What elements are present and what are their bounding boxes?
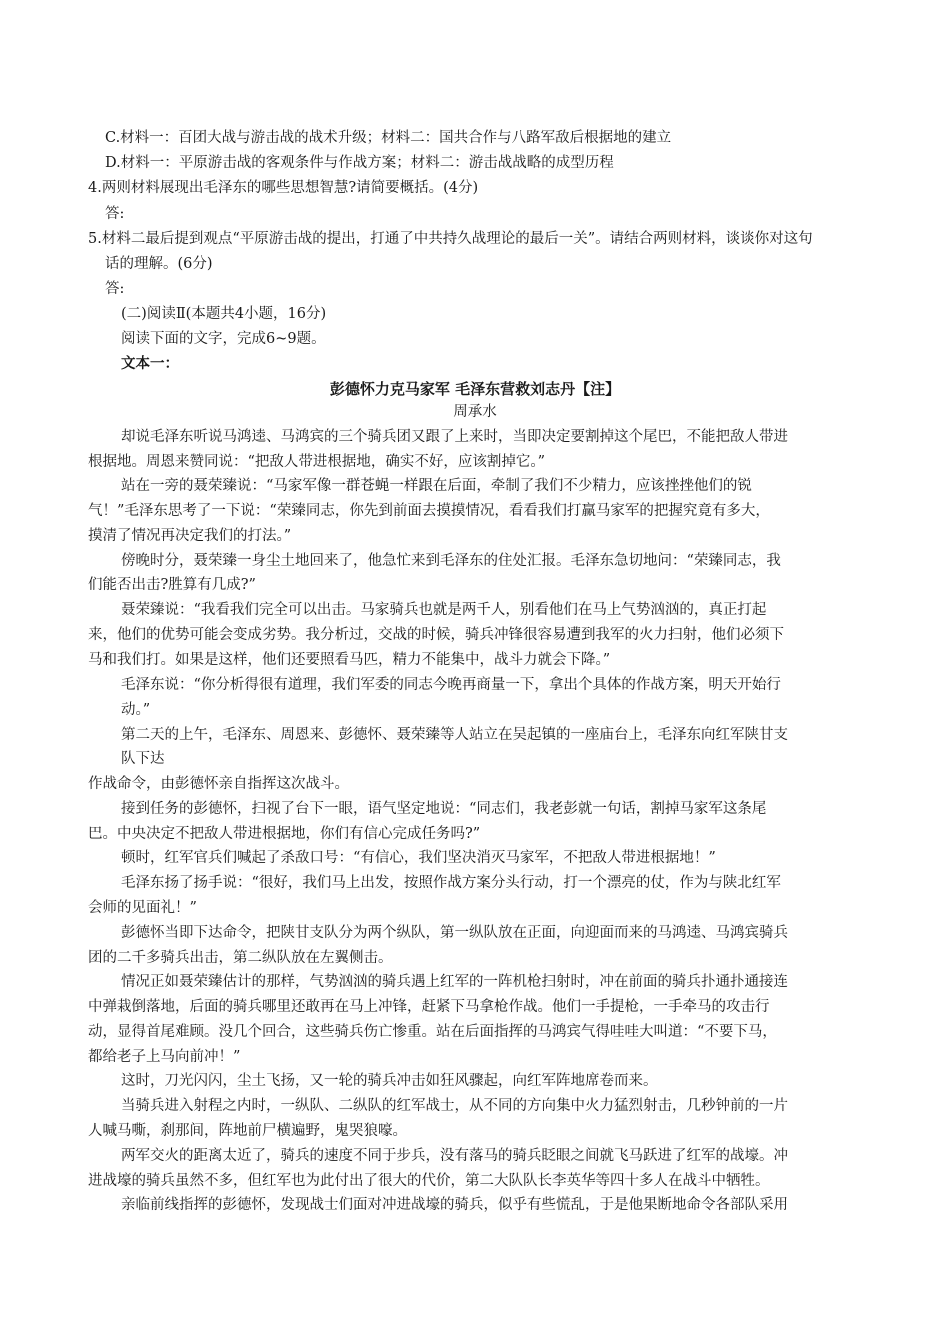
- article-line: 中弹栽倒落地，后面的骑兵哪里还敢再在马上冲锋，赶紧下马拿枪作战。他们一手提枪，一手牵马的攻击行: [88, 999, 770, 1015]
- article-line: 聂荣臻说：“我看我们完全可以出击。马家骑兵也就是两千人，别看他们在马上气势汹汹的，真正打起: [121, 602, 767, 618]
- article-line: 根据地。周恩来赞同说：“把敌人带进根据地，确实不好，应该割掉它。”: [88, 454, 546, 470]
- article-line: 进战壕的骑兵虽然不多，但红军也为此付出了很大的代价，第二大队队长李英华等四十多人在战斗中牺牲。: [88, 1173, 770, 1189]
- article-line: 作战命令，由彭德怀亲自指挥这次战斗。: [88, 776, 349, 792]
- article-line: 第二天的上午，毛泽东、周恩来、彭德怀、聂荣臻等人站立在吴起镇的一座庙台上，毛泽东向红军陕甘支: [121, 727, 788, 743]
- section-heading: (二)阅读Ⅱ(本题共4小题，16分): [121, 306, 327, 322]
- section-instruction: 阅读下面的文字，完成6~9题。: [121, 331, 326, 347]
- article-line: 巴。中央决定不把敌人带进根据地，你们有信心完成任务吗?”: [88, 826, 481, 842]
- article-line: 动，显得首尾难顾。没几个回合，这些骑兵伤亡惨重。站在后面指挥的马鸿宾气得哇哇大叫道：“不要下马，: [88, 1024, 777, 1040]
- option-c: C.材料一：百团大战与游击战的战术升级；材料二：国共合作与八路军敌后根据地的建立: [105, 130, 672, 146]
- question-5-line-2: 话的理解。(6分): [105, 256, 213, 272]
- article-author: 周承水: [453, 404, 497, 420]
- article-line: 摸清了情况再决定我们的打法。”: [88, 528, 292, 544]
- question-4: 4.两则材料展现出毛泽东的哪些思想智慧?请简要概括。(4分): [88, 180, 479, 196]
- article-line: 马和我们打。如果是这样，他们还要照看马匹，精力不能集中，战斗力就会下降。”: [88, 652, 611, 668]
- article-line: 顿时，红军官兵们喊起了杀敌口号：“有信心，我们坚决消灭马家军，不把敌人带进根据地！”: [121, 850, 716, 866]
- article-line: 彭德怀当即下达命令，把陕甘支队分为两个纵队，第一纵队放在正面，向迎面而来的马鸿逵、马鸿宾骑兵: [121, 925, 788, 941]
- article-line: 队下达: [121, 751, 165, 767]
- article-line: 会师的见面礼！”: [88, 900, 197, 916]
- article-line: 站在一旁的聂荣臻说：“马家军像一群苍蝇一样跟在后面，牵制了我们不少精力，应该挫挫他们的锐: [121, 478, 752, 494]
- option-d: D.材料一：平原游击战的客观条件与作战方案；材料二：游击战战略的成型历程: [105, 155, 614, 171]
- article-line: 两军交火的距离太近了，骑兵的速度不同于步兵，没有落马的骑兵眨眼之间就飞马跃进了红军的战壕。冲: [121, 1148, 788, 1164]
- article-line: 气！”毛泽东思考了一下说：“荣臻同志，你先到前面去摸摸情况，看看我们打赢马家军的把握究竟有多大，: [88, 503, 770, 519]
- question-5-line-1: 5.材料二最后提到观点“平原游击战的提出，打通了中共持久战理论的最后一关”。请结合两则材料，谈谈你对这句: [88, 231, 813, 247]
- article-line: 团的二千多骑兵出击，第二纵队放在左翼侧击。: [88, 950, 393, 966]
- article-line: 情况正如聂荣臻估计的那样，气势汹汹的骑兵遇上红军的一阵机枪扫射时，冲在前面的骑兵扑通扑通接连: [121, 974, 788, 990]
- article-line: 动。”: [121, 702, 151, 718]
- article-line: 这时，刀光闪闪，尘土飞扬，又一轮的骑兵冲击如狂风骤起，向红军阵地席卷而来。: [121, 1073, 658, 1089]
- article-line: 却说毛泽东听说马鸿逵、马鸿宾的三个骑兵团又跟了上来时，当即决定要割掉这个尾巴，不能把敌人带进: [121, 429, 788, 445]
- article-line: 人喊马嘶，刹那间，阵地前尸横遍野，鬼哭狼嚎。: [88, 1123, 407, 1139]
- article-title: 彭德怀力克马家军 毛泽东营救刘志丹【注】: [329, 380, 621, 398]
- question-5-answer: 答:: [105, 281, 125, 297]
- article-line: 当骑兵进入射程之内时，一纵队、二纵队的红军战士，从不同的方向集中火力猛烈射击，几秒钟前的一片: [121, 1098, 788, 1114]
- article-line: 们能否出击?胜算有几成?”: [88, 577, 256, 593]
- article-line: 接到任务的彭德怀，扫视了台下一眼，语气坚定地说：“同志们，我老彭就一句话，割掉马家军这条尾: [121, 801, 767, 817]
- article-line: 都给老子上马向前冲！”: [88, 1049, 241, 1065]
- text-label: 文本一：: [121, 356, 179, 372]
- article-line: 亲临前线指挥的彭德怀，发现战士们面对冲进战壕的骑兵，似乎有些慌乱，于是他果断地命令各部队采用: [121, 1197, 788, 1213]
- article-line: 毛泽东扬了扬手说：“很好，我们马上出发，按照作战方案分头行动，打一个漂亮的仗，作为与陕北红军: [121, 875, 781, 891]
- article-line: 来，他们的优势可能会变成劣势。我分析过，交战的时候，骑兵冲锋很容易遭到我军的火力扫射，他们必须下: [88, 627, 784, 643]
- question-4-answer: 答:: [105, 206, 125, 222]
- article-line: 毛泽东说：“你分析得很有道理，我们军委的同志今晚再商量一下，拿出个具体的作战方案，明天开始行: [121, 677, 781, 693]
- article-line: 傍晚时分，聂荣臻一身尘土地回来了，他急忙来到毛泽东的住处汇报。毛泽东急切地问：“荣臻同志，我: [121, 553, 781, 569]
